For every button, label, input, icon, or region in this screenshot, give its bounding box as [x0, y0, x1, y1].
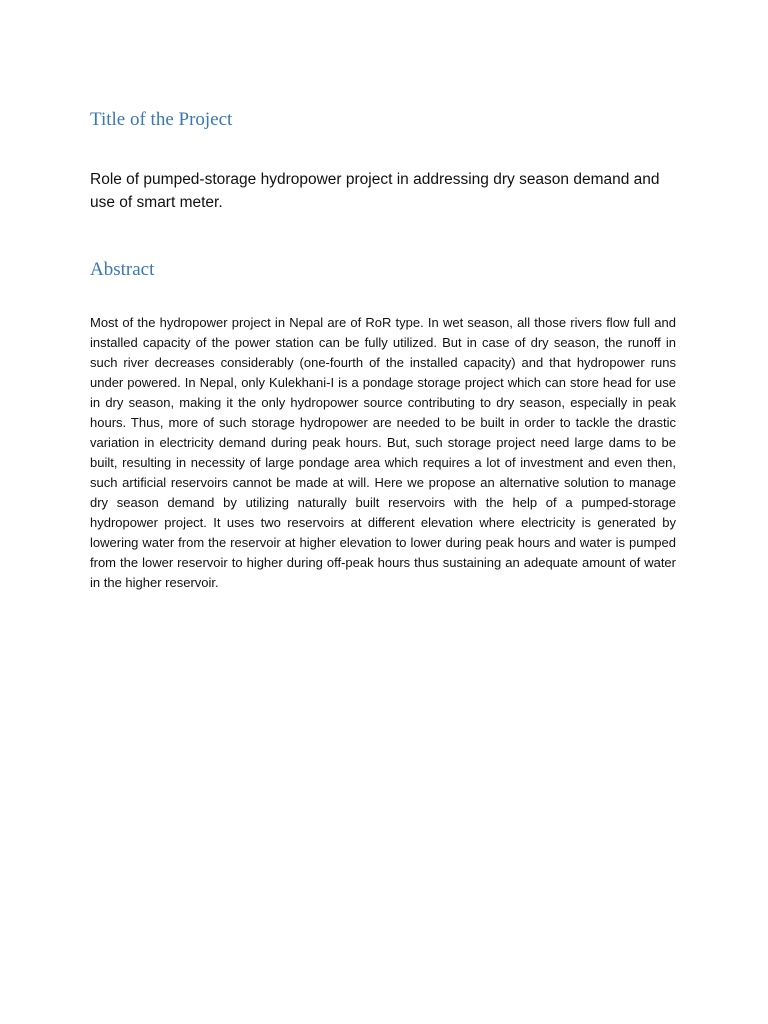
- abstract-body: Most of the hydropower project in Nepal are of RoR type. In wet season, all those rivers flow full and installed capacity of the power station can be fully utilized. But in case of dry season, the runoff in such river decreases considerably (one-fourth of the installed capacity) and that hydropower runs under powered. In Nepal, only Kulekhani-I is a pondage storage project which can store head for use in dry season, making it the only hydropower source contributing to dry season, especially in peak hours. Thus, more of such storage hydropower are needed to be built in order to tackle the drastic variation in electricity demand during peak hours. But, such storage project need large dams to be built, resulting in necessity of large pondage area which requires a lot of investment and even then, such artificial reservoirs cannot be made at will. Here we propose an alternative solution to manage dry season demand by utilizing naturally built reservoirs with the help of a pumped-storage hydropower project. It uses two reservoirs at different elevation where electricity is generated by lowering water from the reservoir at higher elevation to lower during peak hours and water is pumped from the lower reservoir to higher during off-peak hours thus sustaining an adequate amount of water in the higher reservoir.: [90, 315, 676, 590]
- project-heading: Title of the Project: [90, 109, 233, 130]
- abstract-heading: Abstract: [90, 259, 155, 280]
- project-title: Role of pumped-storage hydropower project in addressing dry season demand and use of smart meter.: [90, 171, 660, 211]
